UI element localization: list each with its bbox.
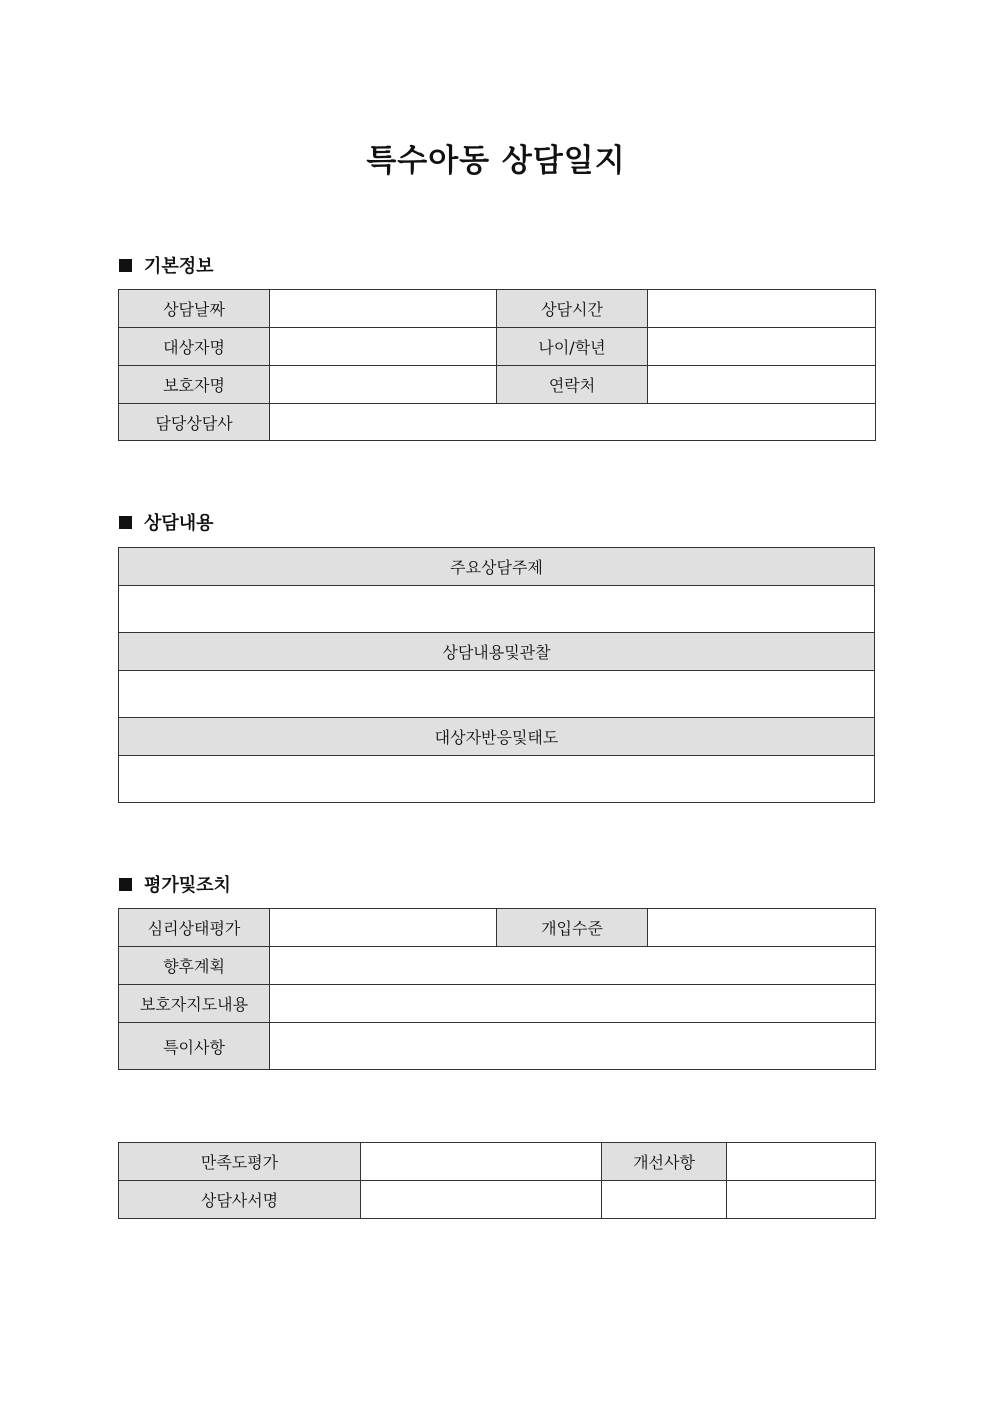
guardian-name-label: 보호자명	[119, 366, 270, 404]
satisfaction-label: 만족도평가	[119, 1143, 361, 1181]
psych-eval-label: 심리상태평가	[119, 909, 270, 947]
section-heading-label: 평가및조치	[144, 875, 231, 896]
signoff-table	[118, 1142, 876, 1219]
table-row	[119, 548, 875, 586]
improvements-field[interactable]	[727, 1143, 876, 1181]
contact-label: 연락처	[497, 366, 648, 404]
counselor-label: 담당상담사	[119, 404, 270, 441]
main-topic-label: 주요상담주제	[119, 548, 875, 586]
table-row	[119, 328, 876, 366]
counselor-signature-field[interactable]	[361, 1181, 602, 1219]
age-grade-label: 나이/학년	[497, 328, 648, 366]
age-grade-field[interactable]	[648, 328, 876, 366]
table-row	[119, 633, 875, 671]
signoff-extra-field[interactable]	[602, 1181, 727, 1219]
table-row	[119, 366, 876, 404]
table-row	[119, 404, 876, 441]
main-topic-field[interactable]	[119, 586, 875, 633]
table-row	[119, 1023, 876, 1070]
satisfaction-field[interactable]	[361, 1143, 602, 1181]
counsel-date-label: 상담날짜	[119, 290, 270, 328]
evaluation-table	[118, 908, 876, 1070]
counselor-signature-label: 상담사서명	[119, 1181, 361, 1219]
counsel-time-field[interactable]	[648, 290, 876, 328]
square-bullet-icon	[119, 516, 132, 529]
future-plan-field[interactable]	[270, 947, 876, 985]
table-row	[119, 586, 875, 633]
table-row	[119, 718, 875, 756]
psych-eval-field[interactable]	[270, 909, 497, 947]
table-row	[119, 671, 875, 718]
table-row	[119, 756, 875, 803]
table-row	[119, 1181, 876, 1219]
guardian-guidance-label: 보호자지도내용	[119, 985, 270, 1023]
square-bullet-icon	[119, 259, 132, 272]
table-row	[119, 947, 876, 985]
response-attitude-label: 대상자반응및태도	[119, 718, 875, 756]
contact-field[interactable]	[648, 366, 876, 404]
table-row	[119, 909, 876, 947]
response-attitude-field[interactable]	[119, 756, 875, 803]
intervention-level-label: 개입수준	[497, 909, 648, 947]
subject-name-label: 대상자명	[119, 328, 270, 366]
section-heading-basic-info	[119, 253, 214, 277]
subject-name-field[interactable]	[270, 328, 497, 366]
counsel-content-table	[118, 547, 875, 803]
square-bullet-icon	[119, 878, 132, 891]
guardian-name-field[interactable]	[270, 366, 497, 404]
counsel-date-field[interactable]	[270, 290, 497, 328]
remarks-label: 특이사항	[119, 1023, 270, 1070]
table-row	[119, 1143, 876, 1181]
remarks-field[interactable]	[270, 1023, 876, 1070]
content-observation-label: 상담내용및관찰	[119, 633, 875, 671]
future-plan-label: 향후계획	[119, 947, 270, 985]
improvements-label: 개선사항	[602, 1143, 727, 1181]
signoff-extra-field[interactable]	[727, 1181, 876, 1219]
section-heading-evaluation	[119, 872, 231, 896]
section-heading-counsel-content	[119, 510, 214, 534]
table-row	[119, 290, 876, 328]
table-row	[119, 985, 876, 1023]
counsel-time-label: 상담시간	[497, 290, 648, 328]
guardian-guidance-field[interactable]	[270, 985, 876, 1023]
content-observation-field[interactable]	[119, 671, 875, 718]
intervention-level-field[interactable]	[648, 909, 876, 947]
basic-info-table	[118, 289, 876, 441]
section-heading-label: 기본정보	[144, 256, 214, 277]
page-title: 특수아동 상담일지	[366, 143, 626, 179]
section-heading-label: 상담내용	[144, 513, 214, 534]
counselor-field[interactable]	[270, 404, 876, 441]
